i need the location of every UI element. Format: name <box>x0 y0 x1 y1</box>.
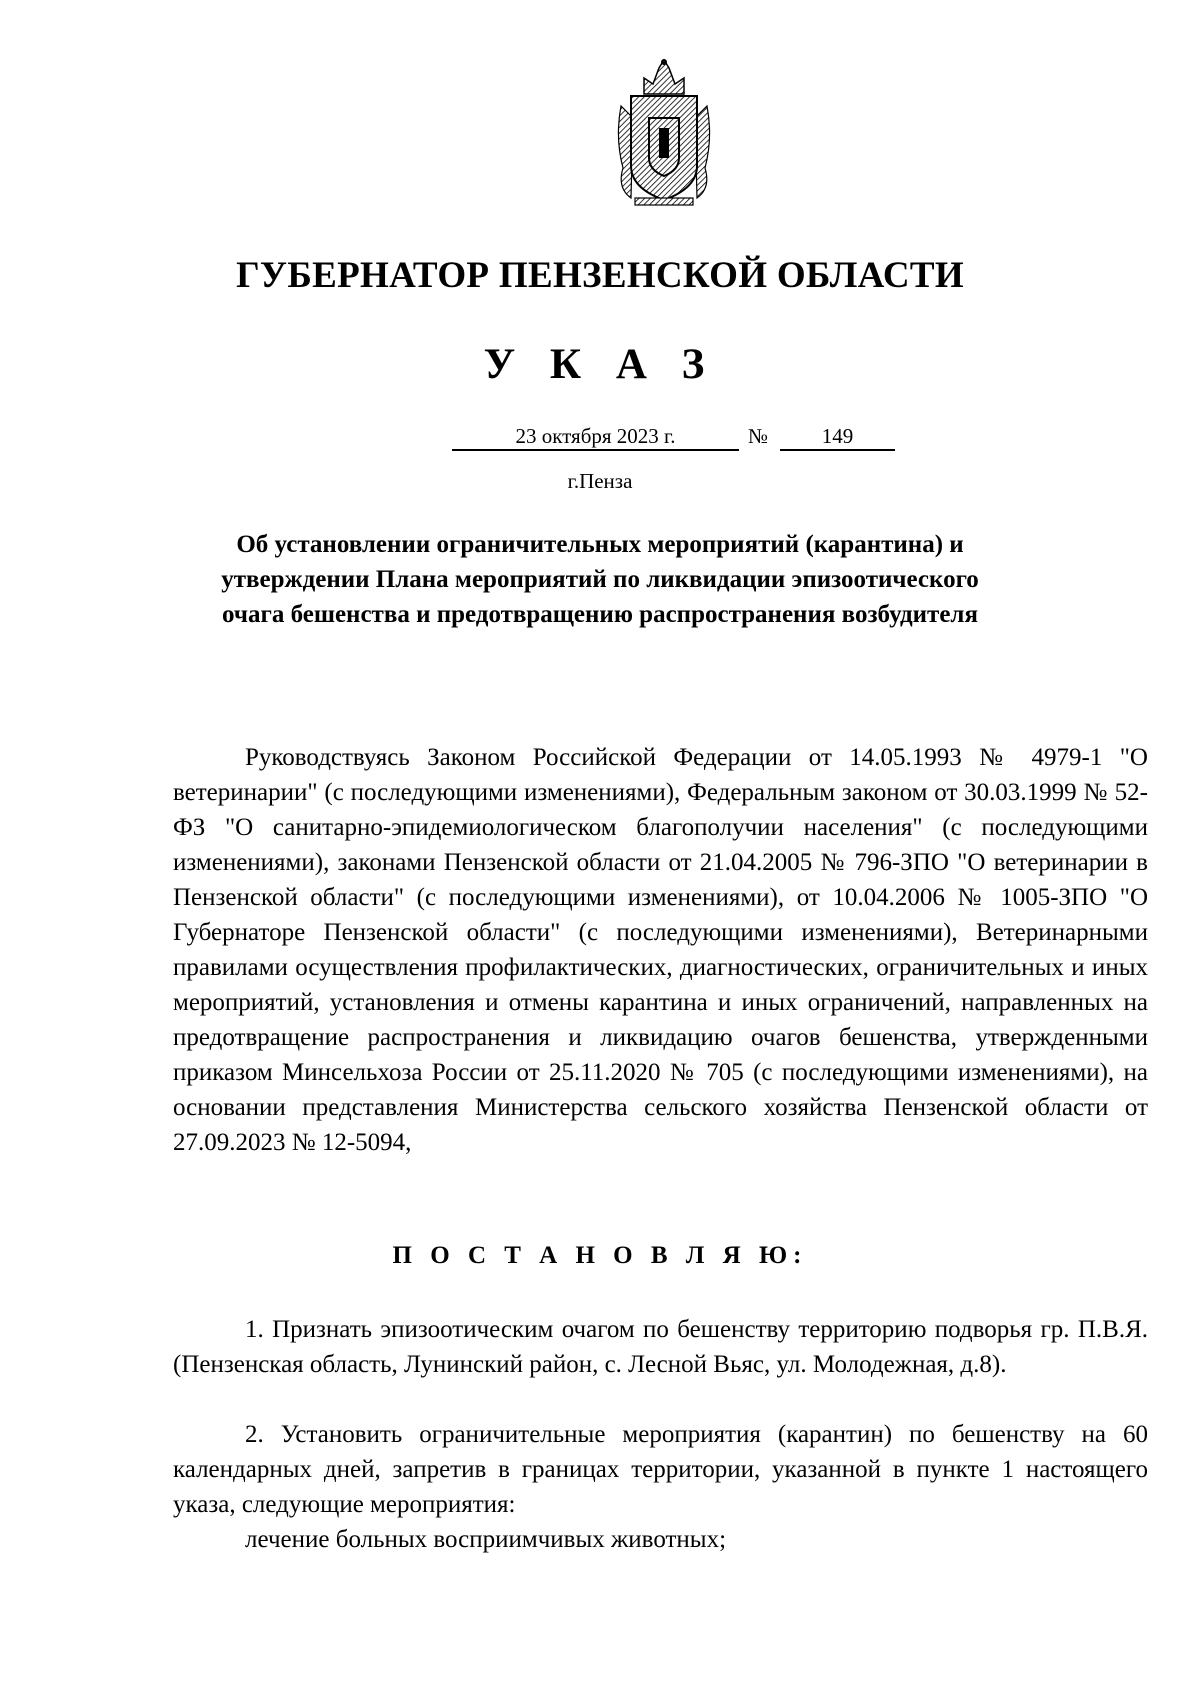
document-type: У К А З <box>483 341 717 388</box>
date-number-line <box>0 423 1200 453</box>
city-of-issue: г.Пенза <box>567 469 633 493</box>
preamble-paragraph: Руководствуясь Законом Российской Федерации от 14.05.1993 № 4979-1 "О ветеринарии" (с последующими изменениями), Федеральным законом от 30.03.1999 № 52-ФЗ "О санитарно-эпидемиологическом благополучии населения" (с последующими изменениями), законами Пензенской области от 21.04.2005 № 796-ЗПО "О ветеринарии в Пензенской области" (с последующими изменениями), от 10.04.2006 № 1005-ЗПО "О Губернаторе Пензенской области" (с последующими изменениями), Ветеринарными правилами осуществления профилактических, диагностических, ограничительных и иных мероприятий, установления и отмены карантина и иных ограничений, направленных на предотвращение распространения и ликвидацию очагов бешенства, утвержденными приказом Минсельхоза России от 25.11.2020 № 705 (с последующими изменениями), на основании представления Министерства сельского хозяйства Пензенской области от 27.09.2023 № 12-5094, <box>173 744 1148 1156</box>
document-title: Об установлении ограничительных мероприятий (карантина) и утверждении Плана мероприятий по ликвидации эпизоотического очага бешенства и предотвращению распространения возбудителя <box>221 531 979 628</box>
item-2-subitem: лечение больных восприимчивых животных; <box>245 1526 727 1553</box>
item-2-paragraph: 2. Установить ограничительные мероприятия (карантин) по бешенству на 60 календарных дней, запретив в границах территории, указанной в пункте 1 настоящего указа, следующие мероприятия: <box>173 1421 1148 1518</box>
item-1-paragraph: 1. Признать эпизоотическим очагом по бешенству территорию подворья гр. П.В.Я. (Пензенская область, Лунинский район, с. Лесной Вьяс, ул. Молодежная, д.8). <box>173 1316 1148 1378</box>
document-number: 149 <box>780 423 895 451</box>
document-date: 23 октября 2023 г. <box>452 423 739 451</box>
resolve-heading: П О С Т А Н О В Л Я Ю: <box>392 1242 808 1269</box>
issuing-authority: ГУБЕРНАТОР ПЕНЗЕНСКОЙ ОБЛАСТИ <box>236 255 964 296</box>
coat-of-arms-emblem <box>609 58 719 208</box>
number-sign: № <box>748 424 769 448</box>
